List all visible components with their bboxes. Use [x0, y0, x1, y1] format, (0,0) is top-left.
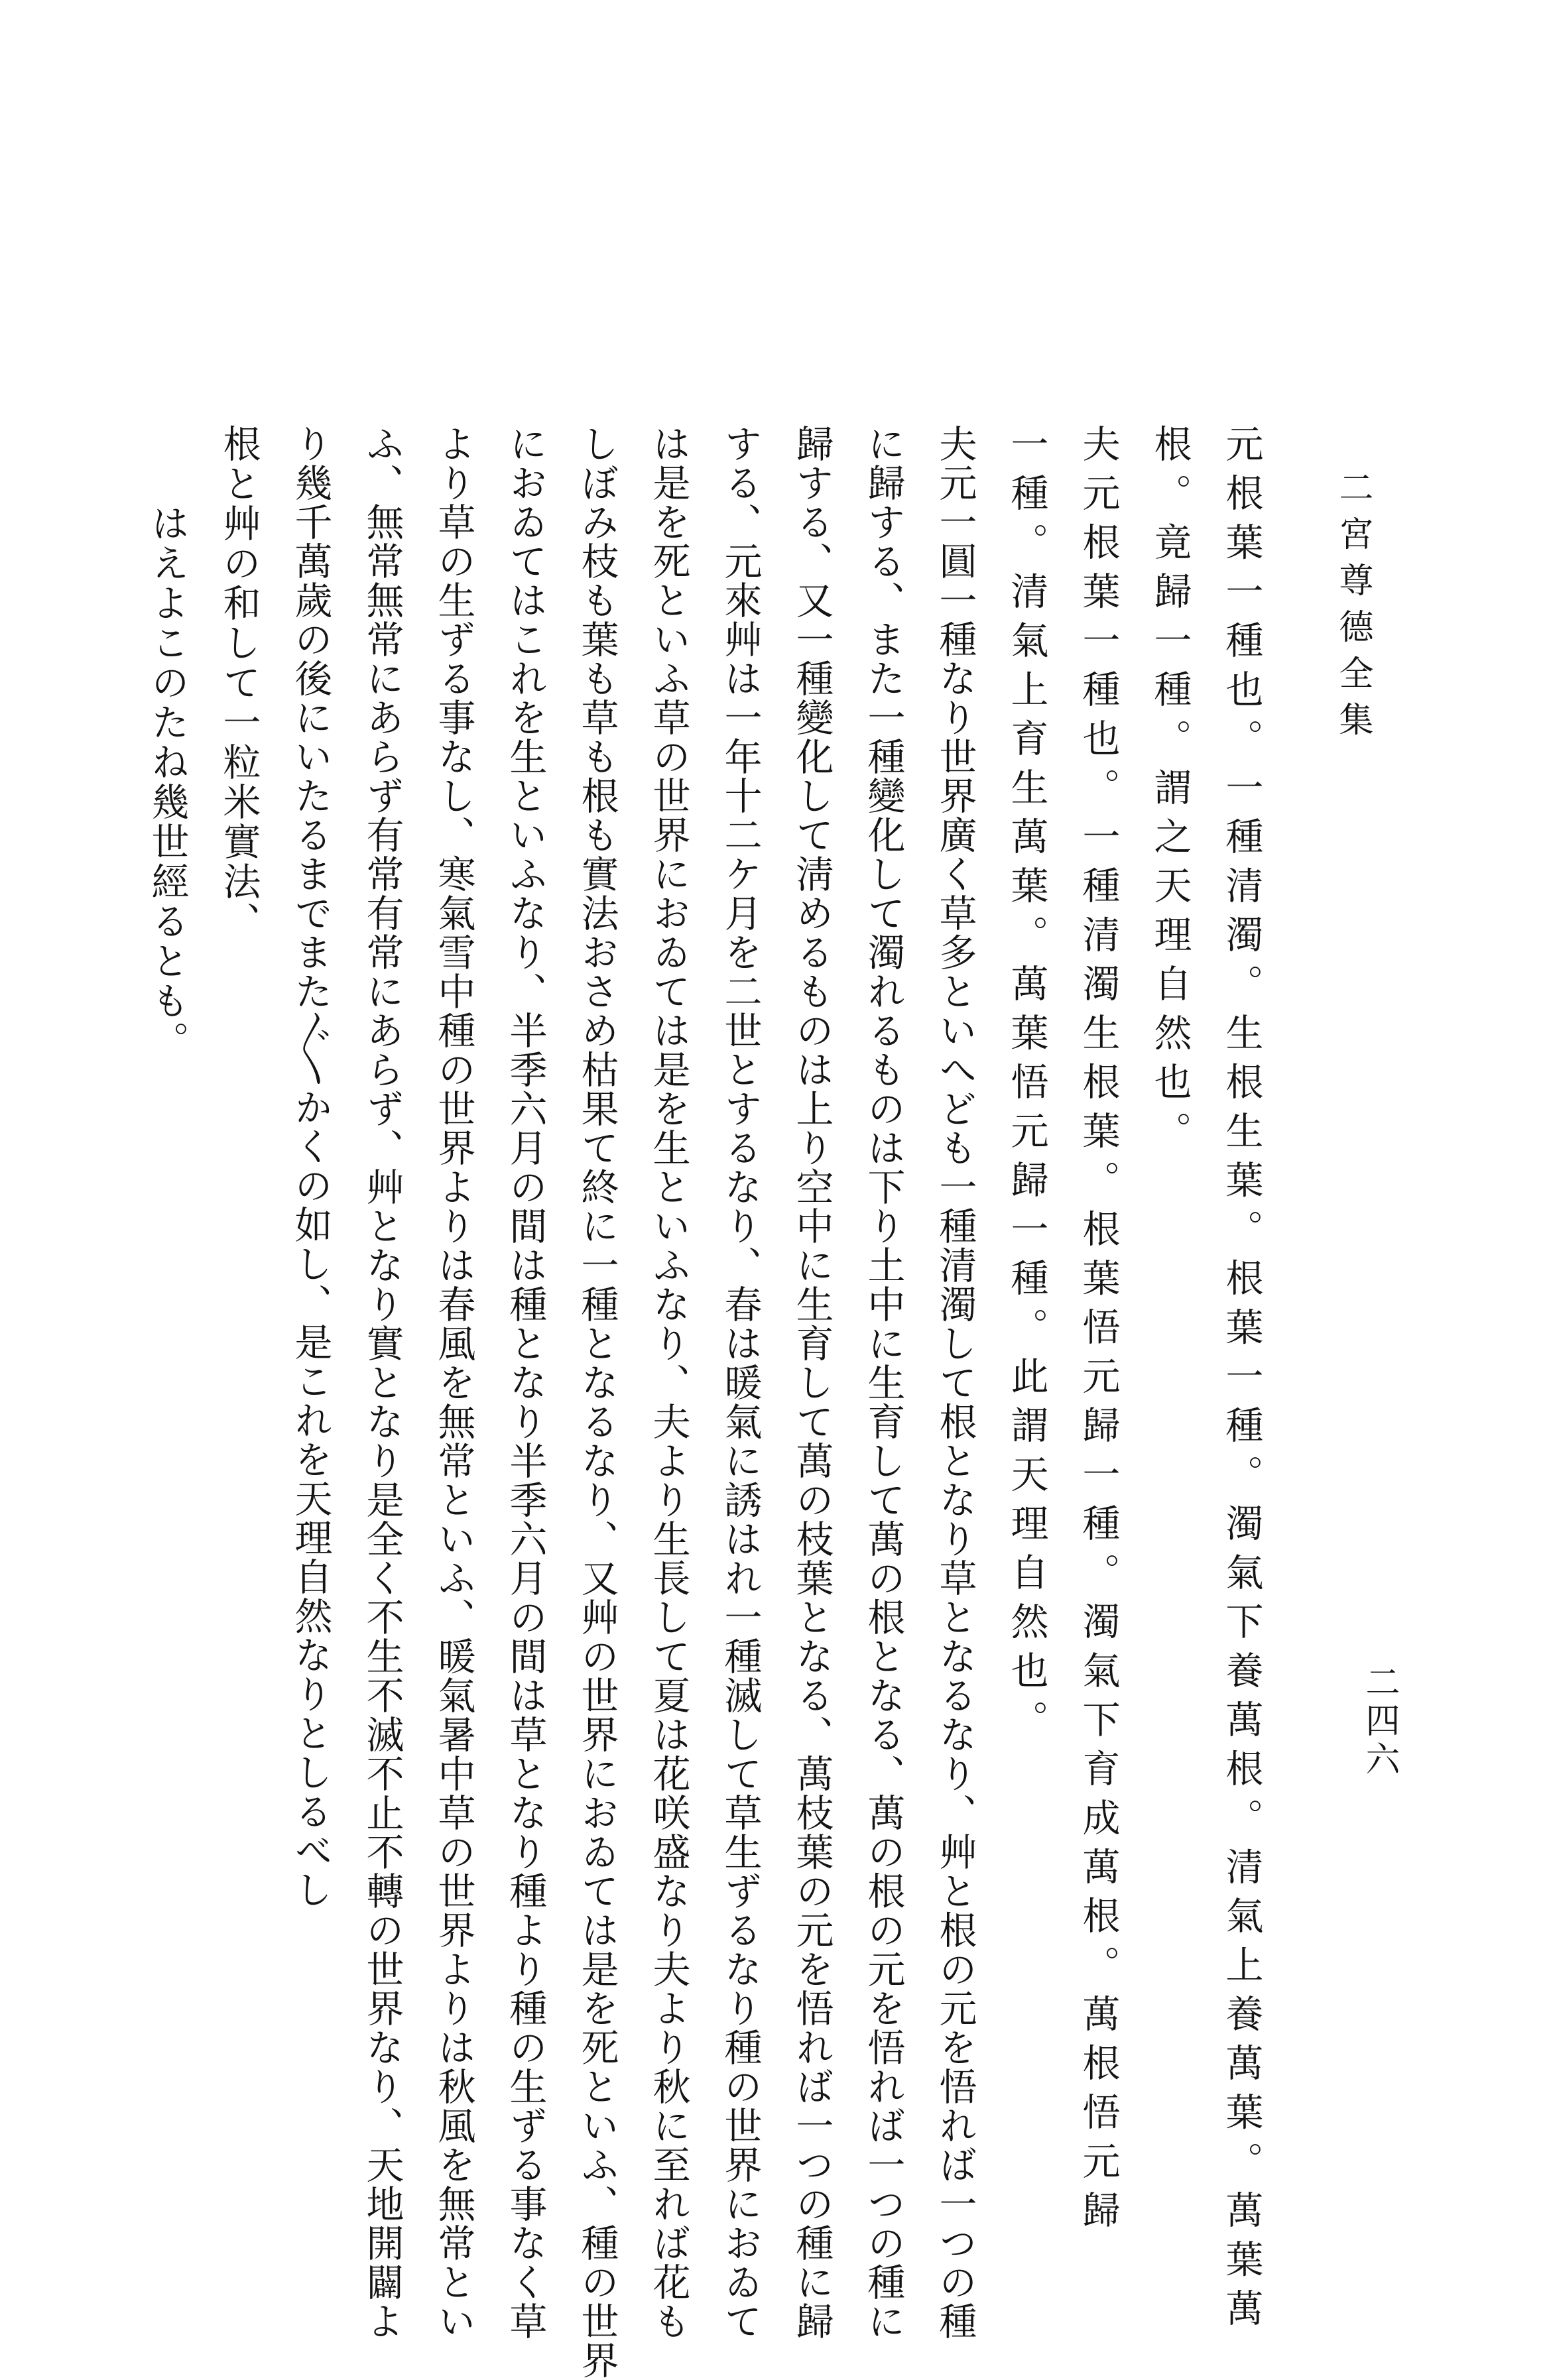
kanbun-passage-2	[991, 424, 1134, 2239]
text-line: 元根葉一種也。一種清濁。生根生葉。根葉一種。濁氣下養萬根。清氣上養萬葉。萬葉萬	[1219, 424, 1263, 2338]
text-line: におゐてはこれを生といふなり、半季六月の間は種となり半季六月の間は草となり種より種の生ずる事なく草	[503, 424, 547, 2341]
text-line: 根。竟歸一種。謂之天理自然也。	[1148, 424, 1192, 1160]
text-line: 歸する、又一種變化して淸めるものは上り空中に生育して萬の枝葉となる、萬枝葉の元を悟れば一つの種に歸	[790, 424, 834, 2341]
body-text	[111, 424, 1277, 2380]
poem	[131, 424, 275, 2181]
text-line: 一種。清氣上育生萬葉。萬葉悟元歸一種。此謂天理自然也。	[1005, 424, 1048, 1749]
text-line: しぼみ枝も葉も草も根も實法おさめ枯果て終に一種となるなり、又艸の世界におゐては是を死といふ、種の世界	[575, 424, 619, 2380]
text-line: り幾千萬歲の後にいたるまでまた〲かくの如し、是これを天理自然なりとしるべし	[288, 424, 332, 1909]
kanbun-passage-1	[1134, 424, 1277, 2338]
book-title: 二宮尊德全集	[1333, 469, 1373, 748]
text-line: する、元來艸は一年十二ケ月を二世とするなり、春は暖氣に誘はれ一種滅して草生ずるなり種の世界におゐて	[718, 424, 762, 2341]
text-line: は是を死といふ草の世界におゐては是を生といふなり、夫より生長して夏は花咲盛なり夫より秋に至れば花も	[647, 424, 690, 2341]
poem-line-1: 根と艸の和して一粒米實法、	[217, 424, 261, 941]
text-line: 夫元一圓一種なり世界廣く草多といへども一種清濁して根となり草となるなり、艸と根の元を悟れば一つの種	[933, 424, 977, 2341]
poem-line-2: はえよこのたね幾世經るとも。	[145, 504, 189, 1061]
text-line: より草の生ずる事なし、寒氣雪中種の世界よりは春風を無常といふ、暖氣暑中草の世界よりは秋風を無常とい	[432, 424, 475, 2341]
text-line: ふ、無常無常にあらず有常有常にあらず、艸となり實となり是全く不生不滅不止不轉の世界なり、天地開闢よ	[360, 424, 404, 2341]
prose-passage	[275, 424, 991, 2380]
text-line: 夫元根葉一種也。一種清濁生根葉。根葉悟元歸一種。濁氣下育成萬根。萬根悟元歸	[1076, 424, 1120, 2239]
page-number: 二四六	[1359, 1664, 1399, 1779]
text-line: に歸する、また一種變化して濁れるものは下り土中に生育して萬の根となる、萬の根の元を悟れば一つの種に	[861, 424, 905, 2341]
